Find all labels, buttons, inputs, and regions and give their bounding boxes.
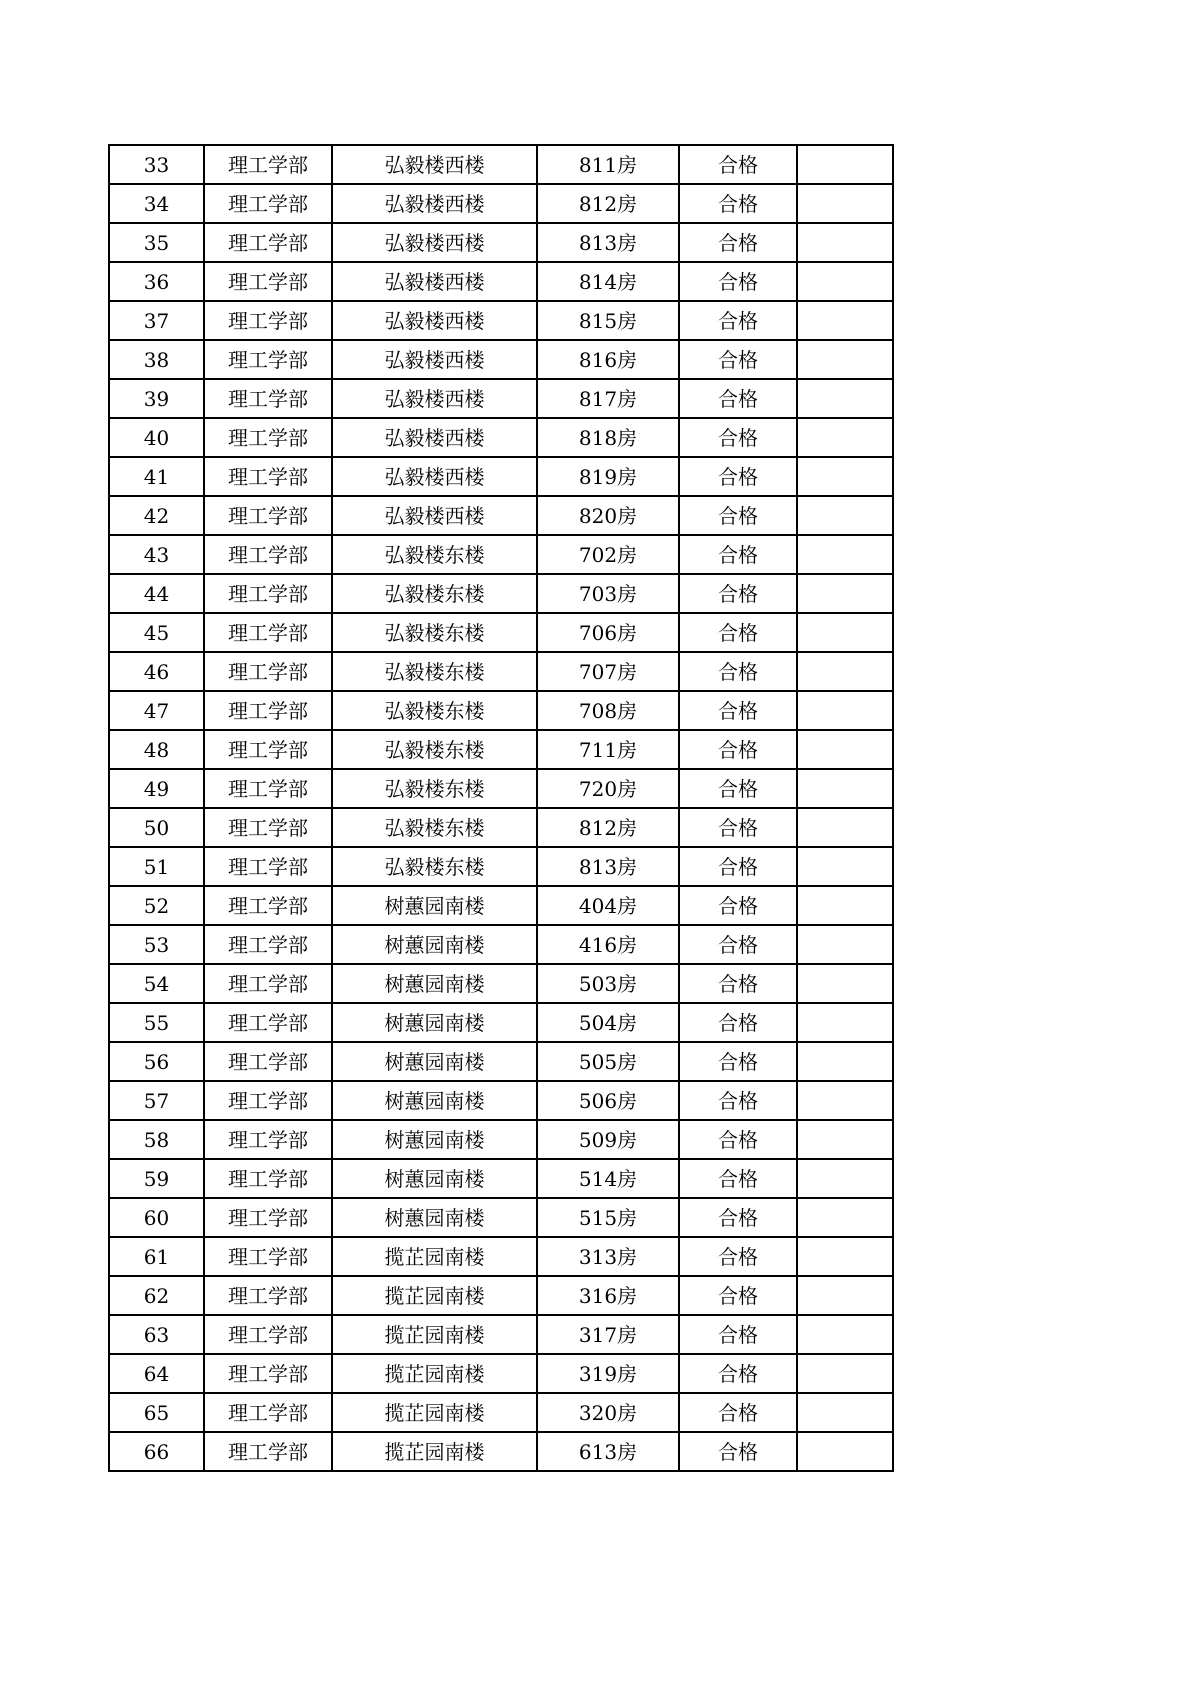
remarks-cell xyxy=(797,418,893,457)
result-cell: 合格 xyxy=(679,925,797,964)
building-cell: 弘毅楼东楼 xyxy=(332,652,537,691)
serial-number-cell: 43 xyxy=(109,535,204,574)
result-cell: 合格 xyxy=(679,301,797,340)
room-cell: 706房 xyxy=(537,613,679,652)
remarks-cell xyxy=(797,964,893,1003)
remarks-cell xyxy=(797,535,893,574)
room-cell: 820房 xyxy=(537,496,679,535)
department-cell: 理工学部 xyxy=(204,1276,332,1315)
result-cell: 合格 xyxy=(679,574,797,613)
remarks-cell xyxy=(797,1003,893,1042)
department-cell: 理工学部 xyxy=(204,457,332,496)
table-row xyxy=(109,1042,893,1081)
room-cell: 702房 xyxy=(537,535,679,574)
department-cell: 理工学部 xyxy=(204,262,332,301)
room-cell: 818房 xyxy=(537,418,679,457)
building-cell: 树蕙园南楼 xyxy=(332,964,537,1003)
table-row xyxy=(109,184,893,223)
table-row xyxy=(109,886,893,925)
building-cell: 弘毅楼西楼 xyxy=(332,340,537,379)
serial-number-cell: 58 xyxy=(109,1120,204,1159)
remarks-cell xyxy=(797,808,893,847)
remarks-cell xyxy=(797,1042,893,1081)
department-cell: 理工学部 xyxy=(204,847,332,886)
result-cell: 合格 xyxy=(679,808,797,847)
table-row xyxy=(109,652,893,691)
result-cell: 合格 xyxy=(679,964,797,1003)
building-cell: 树蕙园南楼 xyxy=(332,886,537,925)
department-cell: 理工学部 xyxy=(204,535,332,574)
table-row xyxy=(109,457,893,496)
remarks-cell xyxy=(797,886,893,925)
result-cell: 合格 xyxy=(679,1042,797,1081)
department-cell: 理工学部 xyxy=(204,1237,332,1276)
result-cell: 合格 xyxy=(679,340,797,379)
serial-number-cell: 56 xyxy=(109,1042,204,1081)
result-cell: 合格 xyxy=(679,652,797,691)
table-row xyxy=(109,535,893,574)
table-row xyxy=(109,769,893,808)
department-cell: 理工学部 xyxy=(204,223,332,262)
remarks-cell xyxy=(797,1120,893,1159)
building-cell: 弘毅楼西楼 xyxy=(332,145,537,184)
building-cell: 揽芷园南楼 xyxy=(332,1393,537,1432)
remarks-cell xyxy=(797,847,893,886)
serial-number-cell: 34 xyxy=(109,184,204,223)
serial-number-cell: 46 xyxy=(109,652,204,691)
result-cell: 合格 xyxy=(679,379,797,418)
building-cell: 弘毅楼西楼 xyxy=(332,262,537,301)
building-cell: 弘毅楼东楼 xyxy=(332,613,537,652)
serial-number-cell: 49 xyxy=(109,769,204,808)
department-cell: 理工学部 xyxy=(204,418,332,457)
remarks-cell xyxy=(797,1237,893,1276)
serial-number-cell: 55 xyxy=(109,1003,204,1042)
room-cell: 320房 xyxy=(537,1393,679,1432)
remarks-cell xyxy=(797,457,893,496)
result-cell: 合格 xyxy=(679,1003,797,1042)
building-cell: 弘毅楼西楼 xyxy=(332,418,537,457)
remarks-cell xyxy=(797,691,893,730)
table-row xyxy=(109,1237,893,1276)
remarks-cell xyxy=(797,145,893,184)
building-cell: 弘毅楼西楼 xyxy=(332,496,537,535)
serial-number-cell: 52 xyxy=(109,886,204,925)
remarks-cell xyxy=(797,769,893,808)
department-cell: 理工学部 xyxy=(204,691,332,730)
serial-number-cell: 57 xyxy=(109,1081,204,1120)
serial-number-cell: 59 xyxy=(109,1159,204,1198)
serial-number-cell: 60 xyxy=(109,1198,204,1237)
table-row xyxy=(109,1081,893,1120)
building-cell: 弘毅楼西楼 xyxy=(332,223,537,262)
serial-number-cell: 39 xyxy=(109,379,204,418)
remarks-cell xyxy=(797,1159,893,1198)
serial-number-cell: 47 xyxy=(109,691,204,730)
room-cell: 317房 xyxy=(537,1315,679,1354)
room-cell: 816房 xyxy=(537,340,679,379)
building-cell: 弘毅楼东楼 xyxy=(332,808,537,847)
serial-number-cell: 51 xyxy=(109,847,204,886)
result-cell: 合格 xyxy=(679,418,797,457)
department-cell: 理工学部 xyxy=(204,1003,332,1042)
remarks-cell xyxy=(797,574,893,613)
serial-number-cell: 33 xyxy=(109,145,204,184)
room-cell: 416房 xyxy=(537,925,679,964)
building-cell: 弘毅楼东楼 xyxy=(332,769,537,808)
room-cell: 404房 xyxy=(537,886,679,925)
table-row xyxy=(109,496,893,535)
remarks-cell xyxy=(797,301,893,340)
building-cell: 树蕙园南楼 xyxy=(332,1042,537,1081)
table-row xyxy=(109,925,893,964)
serial-number-cell: 66 xyxy=(109,1432,204,1471)
remarks-cell xyxy=(797,223,893,262)
serial-number-cell: 38 xyxy=(109,340,204,379)
department-cell: 理工学部 xyxy=(204,379,332,418)
building-cell: 弘毅楼西楼 xyxy=(332,379,537,418)
table-body xyxy=(109,145,893,1471)
result-cell: 合格 xyxy=(679,691,797,730)
building-cell: 弘毅楼东楼 xyxy=(332,691,537,730)
department-cell: 理工学部 xyxy=(204,1159,332,1198)
room-cell: 316房 xyxy=(537,1276,679,1315)
result-cell: 合格 xyxy=(679,1354,797,1393)
result-cell: 合格 xyxy=(679,1159,797,1198)
room-cell: 319房 xyxy=(537,1354,679,1393)
building-cell: 树蕙园南楼 xyxy=(332,1198,537,1237)
result-cell: 合格 xyxy=(679,1315,797,1354)
table-row xyxy=(109,691,893,730)
department-cell: 理工学部 xyxy=(204,574,332,613)
result-cell: 合格 xyxy=(679,535,797,574)
serial-number-cell: 36 xyxy=(109,262,204,301)
remarks-cell xyxy=(797,379,893,418)
room-cell: 313房 xyxy=(537,1237,679,1276)
building-cell: 弘毅楼东楼 xyxy=(332,535,537,574)
room-cell: 503房 xyxy=(537,964,679,1003)
result-cell: 合格 xyxy=(679,1432,797,1471)
department-cell: 理工学部 xyxy=(204,1198,332,1237)
result-cell: 合格 xyxy=(679,1276,797,1315)
building-cell: 弘毅楼东楼 xyxy=(332,847,537,886)
department-cell: 理工学部 xyxy=(204,301,332,340)
department-cell: 理工学部 xyxy=(204,652,332,691)
result-cell: 合格 xyxy=(679,1120,797,1159)
remarks-cell xyxy=(797,925,893,964)
room-cell: 811房 xyxy=(537,145,679,184)
table-row xyxy=(109,1354,893,1393)
remarks-cell xyxy=(797,184,893,223)
table-row xyxy=(109,262,893,301)
building-cell: 揽芷园南楼 xyxy=(332,1432,537,1471)
room-cell: 509房 xyxy=(537,1120,679,1159)
department-cell: 理工学部 xyxy=(204,496,332,535)
result-cell: 合格 xyxy=(679,262,797,301)
remarks-cell xyxy=(797,262,893,301)
room-cell: 815房 xyxy=(537,301,679,340)
result-cell: 合格 xyxy=(679,223,797,262)
serial-number-cell: 40 xyxy=(109,418,204,457)
remarks-cell xyxy=(797,1198,893,1237)
building-cell: 树蕙园南楼 xyxy=(332,925,537,964)
table-row xyxy=(109,1315,893,1354)
result-cell: 合格 xyxy=(679,145,797,184)
table-row xyxy=(109,1432,893,1471)
room-cell: 813房 xyxy=(537,847,679,886)
table-row xyxy=(109,1120,893,1159)
serial-number-cell: 37 xyxy=(109,301,204,340)
remarks-cell xyxy=(797,1081,893,1120)
remarks-cell xyxy=(797,1393,893,1432)
room-cell: 708房 xyxy=(537,691,679,730)
result-cell: 合格 xyxy=(679,613,797,652)
result-cell: 合格 xyxy=(679,847,797,886)
result-cell: 合格 xyxy=(679,496,797,535)
building-cell: 树蕙园南楼 xyxy=(332,1081,537,1120)
department-cell: 理工学部 xyxy=(204,613,332,652)
remarks-cell xyxy=(797,1354,893,1393)
room-cell: 711房 xyxy=(537,730,679,769)
department-cell: 理工学部 xyxy=(204,808,332,847)
department-cell: 理工学部 xyxy=(204,1354,332,1393)
table-row xyxy=(109,808,893,847)
result-cell: 合格 xyxy=(679,457,797,496)
table-row xyxy=(109,301,893,340)
room-cell: 506房 xyxy=(537,1081,679,1120)
room-cell: 613房 xyxy=(537,1432,679,1471)
remarks-cell xyxy=(797,496,893,535)
table-row xyxy=(109,145,893,184)
department-cell: 理工学部 xyxy=(204,1393,332,1432)
serial-number-cell: 45 xyxy=(109,613,204,652)
result-cell: 合格 xyxy=(679,769,797,808)
room-cell: 514房 xyxy=(537,1159,679,1198)
department-cell: 理工学部 xyxy=(204,1120,332,1159)
result-cell: 合格 xyxy=(679,730,797,769)
building-cell: 揽芷园南楼 xyxy=(332,1315,537,1354)
result-cell: 合格 xyxy=(679,1237,797,1276)
building-cell: 弘毅楼东楼 xyxy=(332,574,537,613)
room-cell: 515房 xyxy=(537,1198,679,1237)
serial-number-cell: 44 xyxy=(109,574,204,613)
building-cell: 弘毅楼东楼 xyxy=(332,730,537,769)
building-cell: 树蕙园南楼 xyxy=(332,1003,537,1042)
department-cell: 理工学部 xyxy=(204,145,332,184)
serial-number-cell: 48 xyxy=(109,730,204,769)
department-cell: 理工学部 xyxy=(204,340,332,379)
department-cell: 理工学部 xyxy=(204,1042,332,1081)
room-cell: 813房 xyxy=(537,223,679,262)
room-cell: 703房 xyxy=(537,574,679,613)
room-cell: 819房 xyxy=(537,457,679,496)
room-cell: 817房 xyxy=(537,379,679,418)
remarks-cell xyxy=(797,652,893,691)
building-cell: 揽芷园南楼 xyxy=(332,1354,537,1393)
result-cell: 合格 xyxy=(679,886,797,925)
department-cell: 理工学部 xyxy=(204,1315,332,1354)
remarks-cell xyxy=(797,1432,893,1471)
serial-number-cell: 35 xyxy=(109,223,204,262)
department-cell: 理工学部 xyxy=(204,730,332,769)
remarks-cell xyxy=(797,1276,893,1315)
table-row xyxy=(109,340,893,379)
inspection-table xyxy=(108,144,894,1472)
table-row xyxy=(109,1198,893,1237)
building-cell: 树蕙园南楼 xyxy=(332,1159,537,1198)
table-row xyxy=(109,613,893,652)
serial-number-cell: 62 xyxy=(109,1276,204,1315)
serial-number-cell: 65 xyxy=(109,1393,204,1432)
table-row xyxy=(109,418,893,457)
department-cell: 理工学部 xyxy=(204,925,332,964)
serial-number-cell: 53 xyxy=(109,925,204,964)
serial-number-cell: 41 xyxy=(109,457,204,496)
result-cell: 合格 xyxy=(679,1393,797,1432)
department-cell: 理工学部 xyxy=(204,964,332,1003)
table-row xyxy=(109,223,893,262)
table-row xyxy=(109,964,893,1003)
result-cell: 合格 xyxy=(679,184,797,223)
department-cell: 理工学部 xyxy=(204,769,332,808)
room-cell: 812房 xyxy=(537,808,679,847)
serial-number-cell: 64 xyxy=(109,1354,204,1393)
table-row xyxy=(109,1159,893,1198)
result-cell: 合格 xyxy=(679,1081,797,1120)
room-cell: 504房 xyxy=(537,1003,679,1042)
serial-number-cell: 61 xyxy=(109,1237,204,1276)
serial-number-cell: 50 xyxy=(109,808,204,847)
department-cell: 理工学部 xyxy=(204,1081,332,1120)
room-cell: 707房 xyxy=(537,652,679,691)
serial-number-cell: 42 xyxy=(109,496,204,535)
building-cell: 弘毅楼西楼 xyxy=(332,301,537,340)
department-cell: 理工学部 xyxy=(204,886,332,925)
table-row xyxy=(109,379,893,418)
result-cell: 合格 xyxy=(679,1198,797,1237)
room-cell: 505房 xyxy=(537,1042,679,1081)
remarks-cell xyxy=(797,340,893,379)
table-row xyxy=(109,730,893,769)
table-row xyxy=(109,1003,893,1042)
room-cell: 812房 xyxy=(537,184,679,223)
serial-number-cell: 54 xyxy=(109,964,204,1003)
room-cell: 814房 xyxy=(537,262,679,301)
table-row xyxy=(109,1393,893,1432)
remarks-cell xyxy=(797,730,893,769)
department-cell: 理工学部 xyxy=(204,184,332,223)
building-cell: 树蕙园南楼 xyxy=(332,1120,537,1159)
room-cell: 720房 xyxy=(537,769,679,808)
building-cell: 揽芷园南楼 xyxy=(332,1237,537,1276)
building-cell: 弘毅楼西楼 xyxy=(332,184,537,223)
building-cell: 弘毅楼西楼 xyxy=(332,457,537,496)
department-cell: 理工学部 xyxy=(204,1432,332,1471)
serial-number-cell: 63 xyxy=(109,1315,204,1354)
table-row xyxy=(109,574,893,613)
building-cell: 揽芷园南楼 xyxy=(332,1276,537,1315)
remarks-cell xyxy=(797,613,893,652)
remarks-cell xyxy=(797,1315,893,1354)
table-row xyxy=(109,847,893,886)
table-row xyxy=(109,1276,893,1315)
